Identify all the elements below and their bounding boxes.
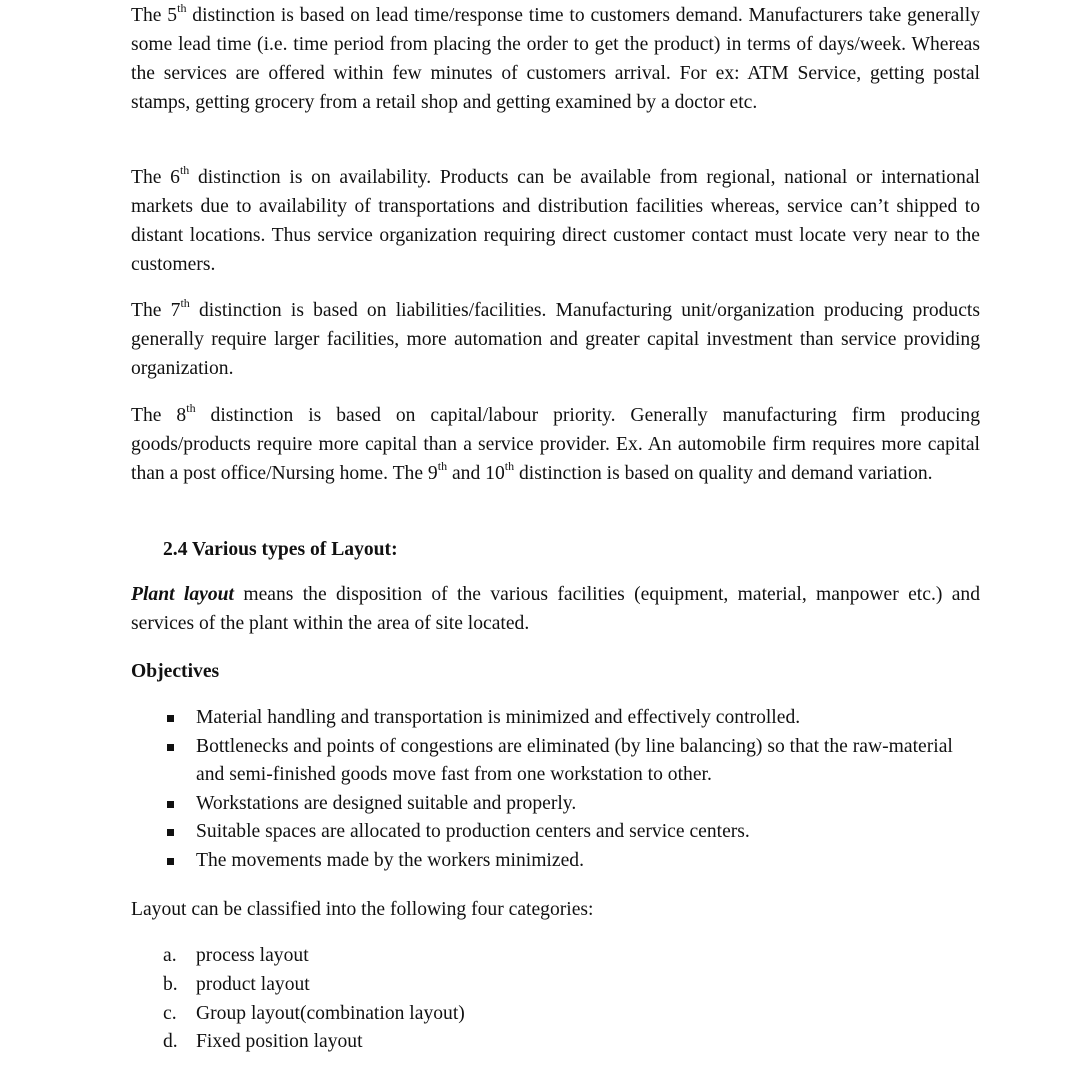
paragraph-fifth-distinction <box>131 1 980 117</box>
defined-term: Plant layout <box>131 584 234 605</box>
layout-categories-list <box>131 942 465 1057</box>
section-heading: 2.4 Various types of Layout: <box>163 539 398 560</box>
text-run: distinction is based on lead time/response time to customers demand. Manufacturers take generally some lead time (i.e. time period from placing the order to get the product) in terms of days/week. Whereas the services are offered within few minutes of customers arrival. For ex: ATM Service, getting postal stamps, getting grocery from a retail shop and getting examined by a doctor etc. <box>131 5 980 113</box>
list-item-text: Fixed position layout <box>196 1031 363 1053</box>
paragraph-plant-layout-definition <box>131 580 980 638</box>
superscript: th <box>186 401 196 416</box>
list-marker: d. <box>163 1031 178 1053</box>
superscript: th <box>177 1 187 16</box>
superscript: th <box>179 163 190 178</box>
list-item <box>131 847 980 876</box>
text-run: The 7 <box>131 300 181 321</box>
text-run: The 5 <box>131 5 178 26</box>
text-run: distinction is based on liabilities/facilities. Manufacturing unit/organization producing products generally require larger facilities, more automation and greater capital investment than service providing organization. <box>131 300 980 379</box>
paragraph-sixth-distinction <box>131 163 980 279</box>
square-bullet-icon <box>167 744 174 751</box>
list-item-text: process layout <box>196 945 309 966</box>
list-item <box>131 818 980 847</box>
objectives-list <box>131 704 980 876</box>
list-marker: b. <box>163 973 178 995</box>
text-run: and 10 <box>447 463 505 484</box>
list-item-text: Bottlenecks and points of congestions are eliminated (by line balancing) so that the raw-material and semi-finished goods move fast from one workstation to other. <box>196 735 953 786</box>
paragraph-seventh-distinction <box>131 296 980 383</box>
list-item-text: Material handling and transportation is minimized and effectively controlled. <box>196 707 801 728</box>
list-item-text: Suitable spaces are allocated to production centers and service centers. <box>196 821 750 843</box>
list-marker: a. <box>163 945 177 966</box>
list-item <box>131 790 980 819</box>
list-item <box>131 942 465 971</box>
list-item-text: Workstations are designed suitable and properly. <box>196 792 577 814</box>
list-item <box>131 971 465 1000</box>
objectives-heading: Objectives <box>131 661 220 682</box>
list-item-text: product layout <box>196 973 310 995</box>
superscript: th <box>504 459 515 474</box>
paragraph-eighth-distinction <box>131 401 980 488</box>
square-bullet-icon <box>167 858 174 865</box>
text-run: distinction is on availability. Products can be available from regional, national or international markets due to availability of transportations and distribution facilities whereas, service can’t shipped to distant locations. Thus service organization requiring direct customer contact must locate very near to the customers. <box>131 167 980 275</box>
text-run: distinction is based on capital/labour priority. Generally manufacturing firm producing goods/products require more capital than a service provider. Ex. An automobile firm requires more capital than a post office/Nursing home. The 9 <box>131 405 980 484</box>
text-run: The 6 <box>131 167 180 188</box>
text-run: means the disposition of the various facilities (equipment, material, manpower etc.) and services of the plant within the area of site located. <box>131 584 981 634</box>
square-bullet-icon <box>167 801 174 808</box>
superscript: th <box>437 459 448 474</box>
text-run: The 8 <box>131 405 187 426</box>
list-item-text: Group layout(combination layout) <box>196 1002 465 1024</box>
list-item <box>131 1000 465 1029</box>
list-marker: c. <box>163 1002 177 1024</box>
list-item <box>131 704 980 733</box>
superscript: th <box>180 296 190 311</box>
square-bullet-icon <box>167 829 174 836</box>
square-bullet-icon <box>167 715 174 722</box>
list-item <box>131 1028 465 1057</box>
paragraph-classification-intro: Layout can be classified into the following four categories: <box>131 899 594 920</box>
list-item <box>131 733 980 790</box>
list-item-text: The movements made by the workers minimized. <box>196 849 584 871</box>
text-run: distinction is based on quality and demand variation. <box>514 463 933 484</box>
